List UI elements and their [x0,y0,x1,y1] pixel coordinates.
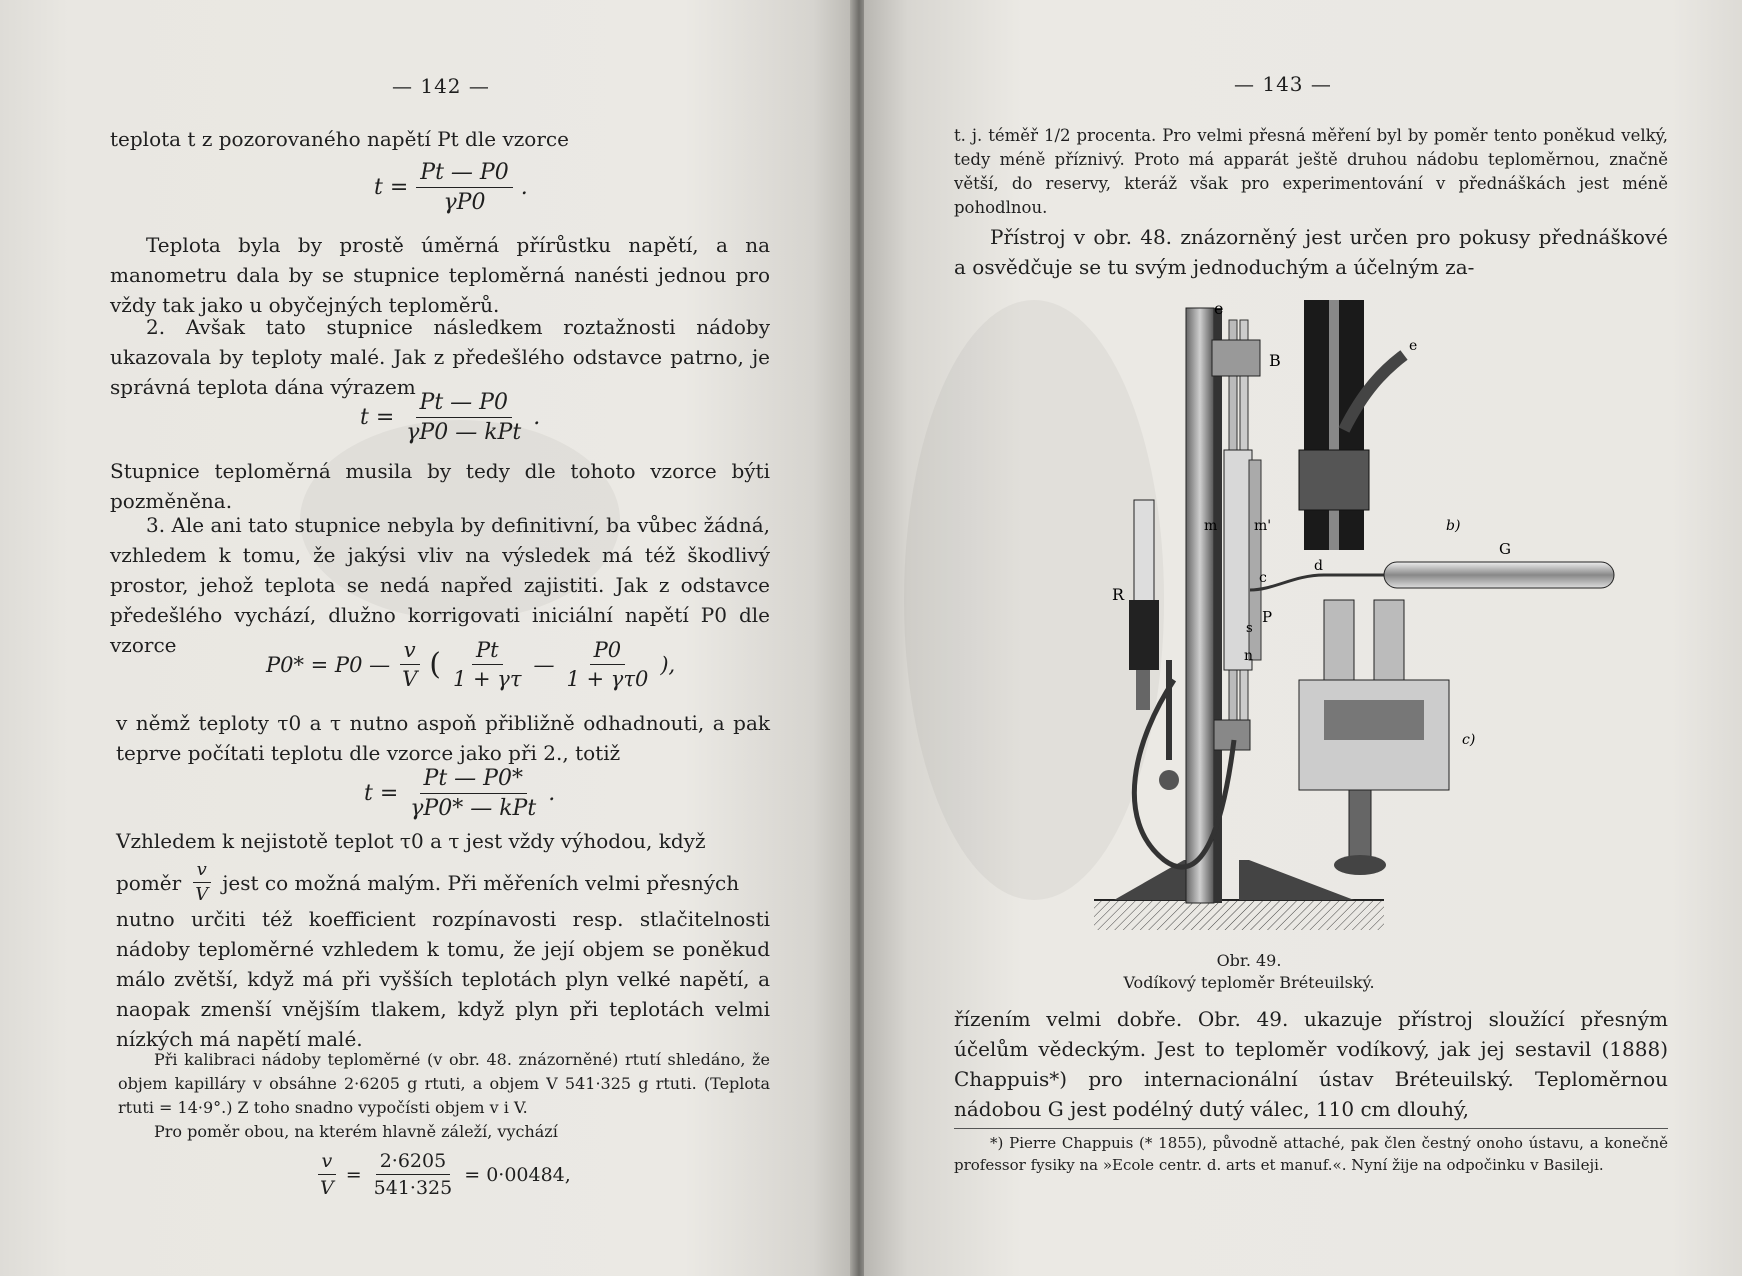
paragraph: Stupnice teploměrná musila by tedy dle tohoto vzorce býti pozměněna. [110,459,770,513]
detail-c-stem [1349,790,1371,860]
figure-caption-title: Vodíkový teploměr Bréteuilský. [1123,973,1375,992]
paragraph: řízením velmi dobře. Obr. 49. ukazuje přístroj sloužící přesným účelům vědeckým. Jest to teploměr vodíkový, jak jej sestavil (1888) Chappuis*) pro internacionální ústav Bréteuilský. Teploměrnou nádobou G jest podélný dutý válec, 110 cm dlouhý, [954,1007,1668,1121]
numerator: v [400,638,420,665]
label-e-detail: e [1409,338,1418,354]
denominator: V [402,667,418,691]
numerator: Pt — P0 [416,160,512,188]
numerator: Pt — P0* [420,766,527,794]
denominator: 1 + γτ [453,667,522,691]
formula-lhs: t = [360,405,395,430]
paragraph: teplota t z pozorovaného napětí Pt dle vzorce [110,127,569,151]
small-paragraph: Pro poměr obou, na kterém hlavně záleží, vychází [154,1122,558,1141]
floor-hatching [1094,900,1384,930]
paragraph-inline-fraction [116,860,770,905]
detail-c-tube [1324,600,1354,680]
numerator: v [193,860,211,883]
formula-2 [360,390,540,445]
label-m: m [1204,518,1218,534]
fraction [402,390,525,445]
paragraph: 3. Ale ani tato stupnice nebyla by definitivní, ba vůbec žádná, vzhledem k tomu, že jakýsi vliv na výsledek má též škodlivý prostor, jehož teplota se nedá napřed zajistiti. Jak z odstavce předešlého vychází, dlužno korrigovati iniciální napětí P0 dle vzorce [110,513,770,657]
label-d: d [1314,558,1323,574]
fraction [191,860,212,905]
right-page [864,0,1742,1276]
label-R: R [1112,585,1125,604]
paragraph: Přístroj v obr. 48. znázorněný jest určen pro pokusy přednáškové a osvědčuje se tu svým jednoduchým a účelným za- [954,225,1668,279]
denominator: V [320,1177,334,1199]
reservoir-top [1134,500,1154,610]
operator: — [533,652,555,677]
formula-lhs: t = [364,781,399,806]
text: jest co možná malým. Při měřeních velmi přesných [222,870,740,895]
denominator: 1 + γτ0 [566,667,649,691]
formula-tail: ), [660,652,676,677]
label-P: P [1262,608,1273,626]
valve [1159,770,1179,790]
operator: = [345,1163,362,1186]
detail-c-channel [1324,700,1424,740]
paragraph: 2. Avšak tato stupnice následkem roztažnosti nádoby ukazovala by teploty malé. Jak z předešlého odstavce patrno, je správná teplota dána výrazem [110,315,770,399]
manometer-column [1224,450,1252,670]
fraction [449,638,525,691]
paragraph: v němž teploty τ0 a τ nutno aspoň přibližně odhadnouti, a pak teprve počítati teplotu dle vzorce jako při 2., totiž [116,711,770,765]
formula-4 [364,766,555,821]
fraction [416,160,512,215]
denominator: γP0 [443,190,486,215]
paragraph: Vzhledem k nejistotě teplot τ0 a τ jest vždy výhodou, když [116,829,706,853]
reservoir-R [1129,600,1159,670]
page-number: — 143 — [1234,72,1332,96]
detail-c-nut [1334,855,1386,875]
text: poměr [116,870,182,895]
denominator: γP0 — kPt [406,420,522,445]
label-G: G [1499,540,1511,558]
denominator: γP0* — kPt [410,796,537,821]
figure-49 [1074,300,1634,940]
numerator: v [318,1150,337,1175]
footnote: *) Pierre Chappuis (* 1855), původně attaché, pak člen čestný onoho ústavu, a konečně professor fysiky na »Ecole centr. d. arts et manuf.«. Nyní žije na odpočinku v Basileji. [954,1134,1668,1174]
denominator: V [195,884,209,905]
detail-b-core [1329,300,1339,550]
denominator: 541·325 [373,1177,453,1199]
numerator: Pt — P0 [416,390,512,418]
formula-3 [266,638,675,691]
fraction [406,766,540,821]
formula-result: = 0·00484, [464,1163,571,1186]
fraction [562,638,652,691]
main-column [1186,308,1214,903]
clamp-B [1212,340,1260,376]
label-B: B [1269,351,1281,370]
label-detail-b: b) [1446,518,1461,534]
detail-c-tube [1374,600,1404,680]
paragraph: Teplota byla by prostě úměrná přírůstku napětí, a na manometru dala by se stupnice teploměrná nanésti jednou pro vždy tak jako u obyčejných teploměrů. [110,233,770,317]
numerator: Pt [472,638,503,665]
capillary [1250,575,1384,590]
formula-5 [316,1150,571,1199]
detail-b-fitting [1299,450,1369,510]
label-m-prime: m' [1254,518,1272,534]
label-e: e [1214,300,1224,318]
paragraph: nutno určiti též koefficient rozpínavosti resp. stlačitelnosti nádoby teploměrné vzhledem k tomu, že její objem se poněkud málo zvětší, když má při vyšších teplotách plyn velké napětí, a naopak zmenší vnějším tlakem, když plyn při teplotách velmi nízkých má napětí malé. [116,907,770,1051]
bracket: ( [429,647,441,682]
hydrogen-thermometer-illustration [1074,300,1634,940]
figure-caption-number: Obr. 49. [1216,951,1282,970]
bulb-G [1384,562,1614,588]
fraction [316,1150,338,1199]
numerator: P0 [590,638,626,665]
formula-tail: . [548,781,556,806]
left-page [0,0,856,1276]
fraction [370,1150,457,1199]
page-number: — 142 — [392,74,490,98]
label-detail-c: c) [1462,732,1476,748]
paragraph: t. j. téměř 1/2 procenta. Pro velmi přesná měření byl by poměr tento poněkud velký, tedy méně příznivý. Proto má apparát ještě druhou nádobu teploměrnou, značně větší, do reservy, kteráž však pro experimentování v přednáškách jest méně pohodlnou. [954,126,1668,217]
label-c: c [1259,570,1267,586]
formula-lhs: P0* = P0 — [266,652,391,677]
formula-1 [374,160,528,215]
numerator: 2·6205 [376,1150,450,1175]
label-n: n [1244,648,1254,664]
footnote-rule [954,1128,1668,1129]
reservoir-stem [1136,670,1150,710]
label-s: s [1246,621,1253,636]
fraction [398,638,421,691]
formula-tail: . [520,175,528,200]
formula-tail: . [533,405,541,430]
small-paragraph: Při kalibraci nádoby teploměrné (v obr. 48. znázorněné) rtutí shledáno, že objem kapilláry v obsáhne 2·6205 g rtuti, a objem V 541·325 g rtuti. (Teplota rtuti = 14·9°.) Z toho snadno vypočísti objem v i V. [118,1050,770,1117]
formula-lhs: t = [374,175,409,200]
